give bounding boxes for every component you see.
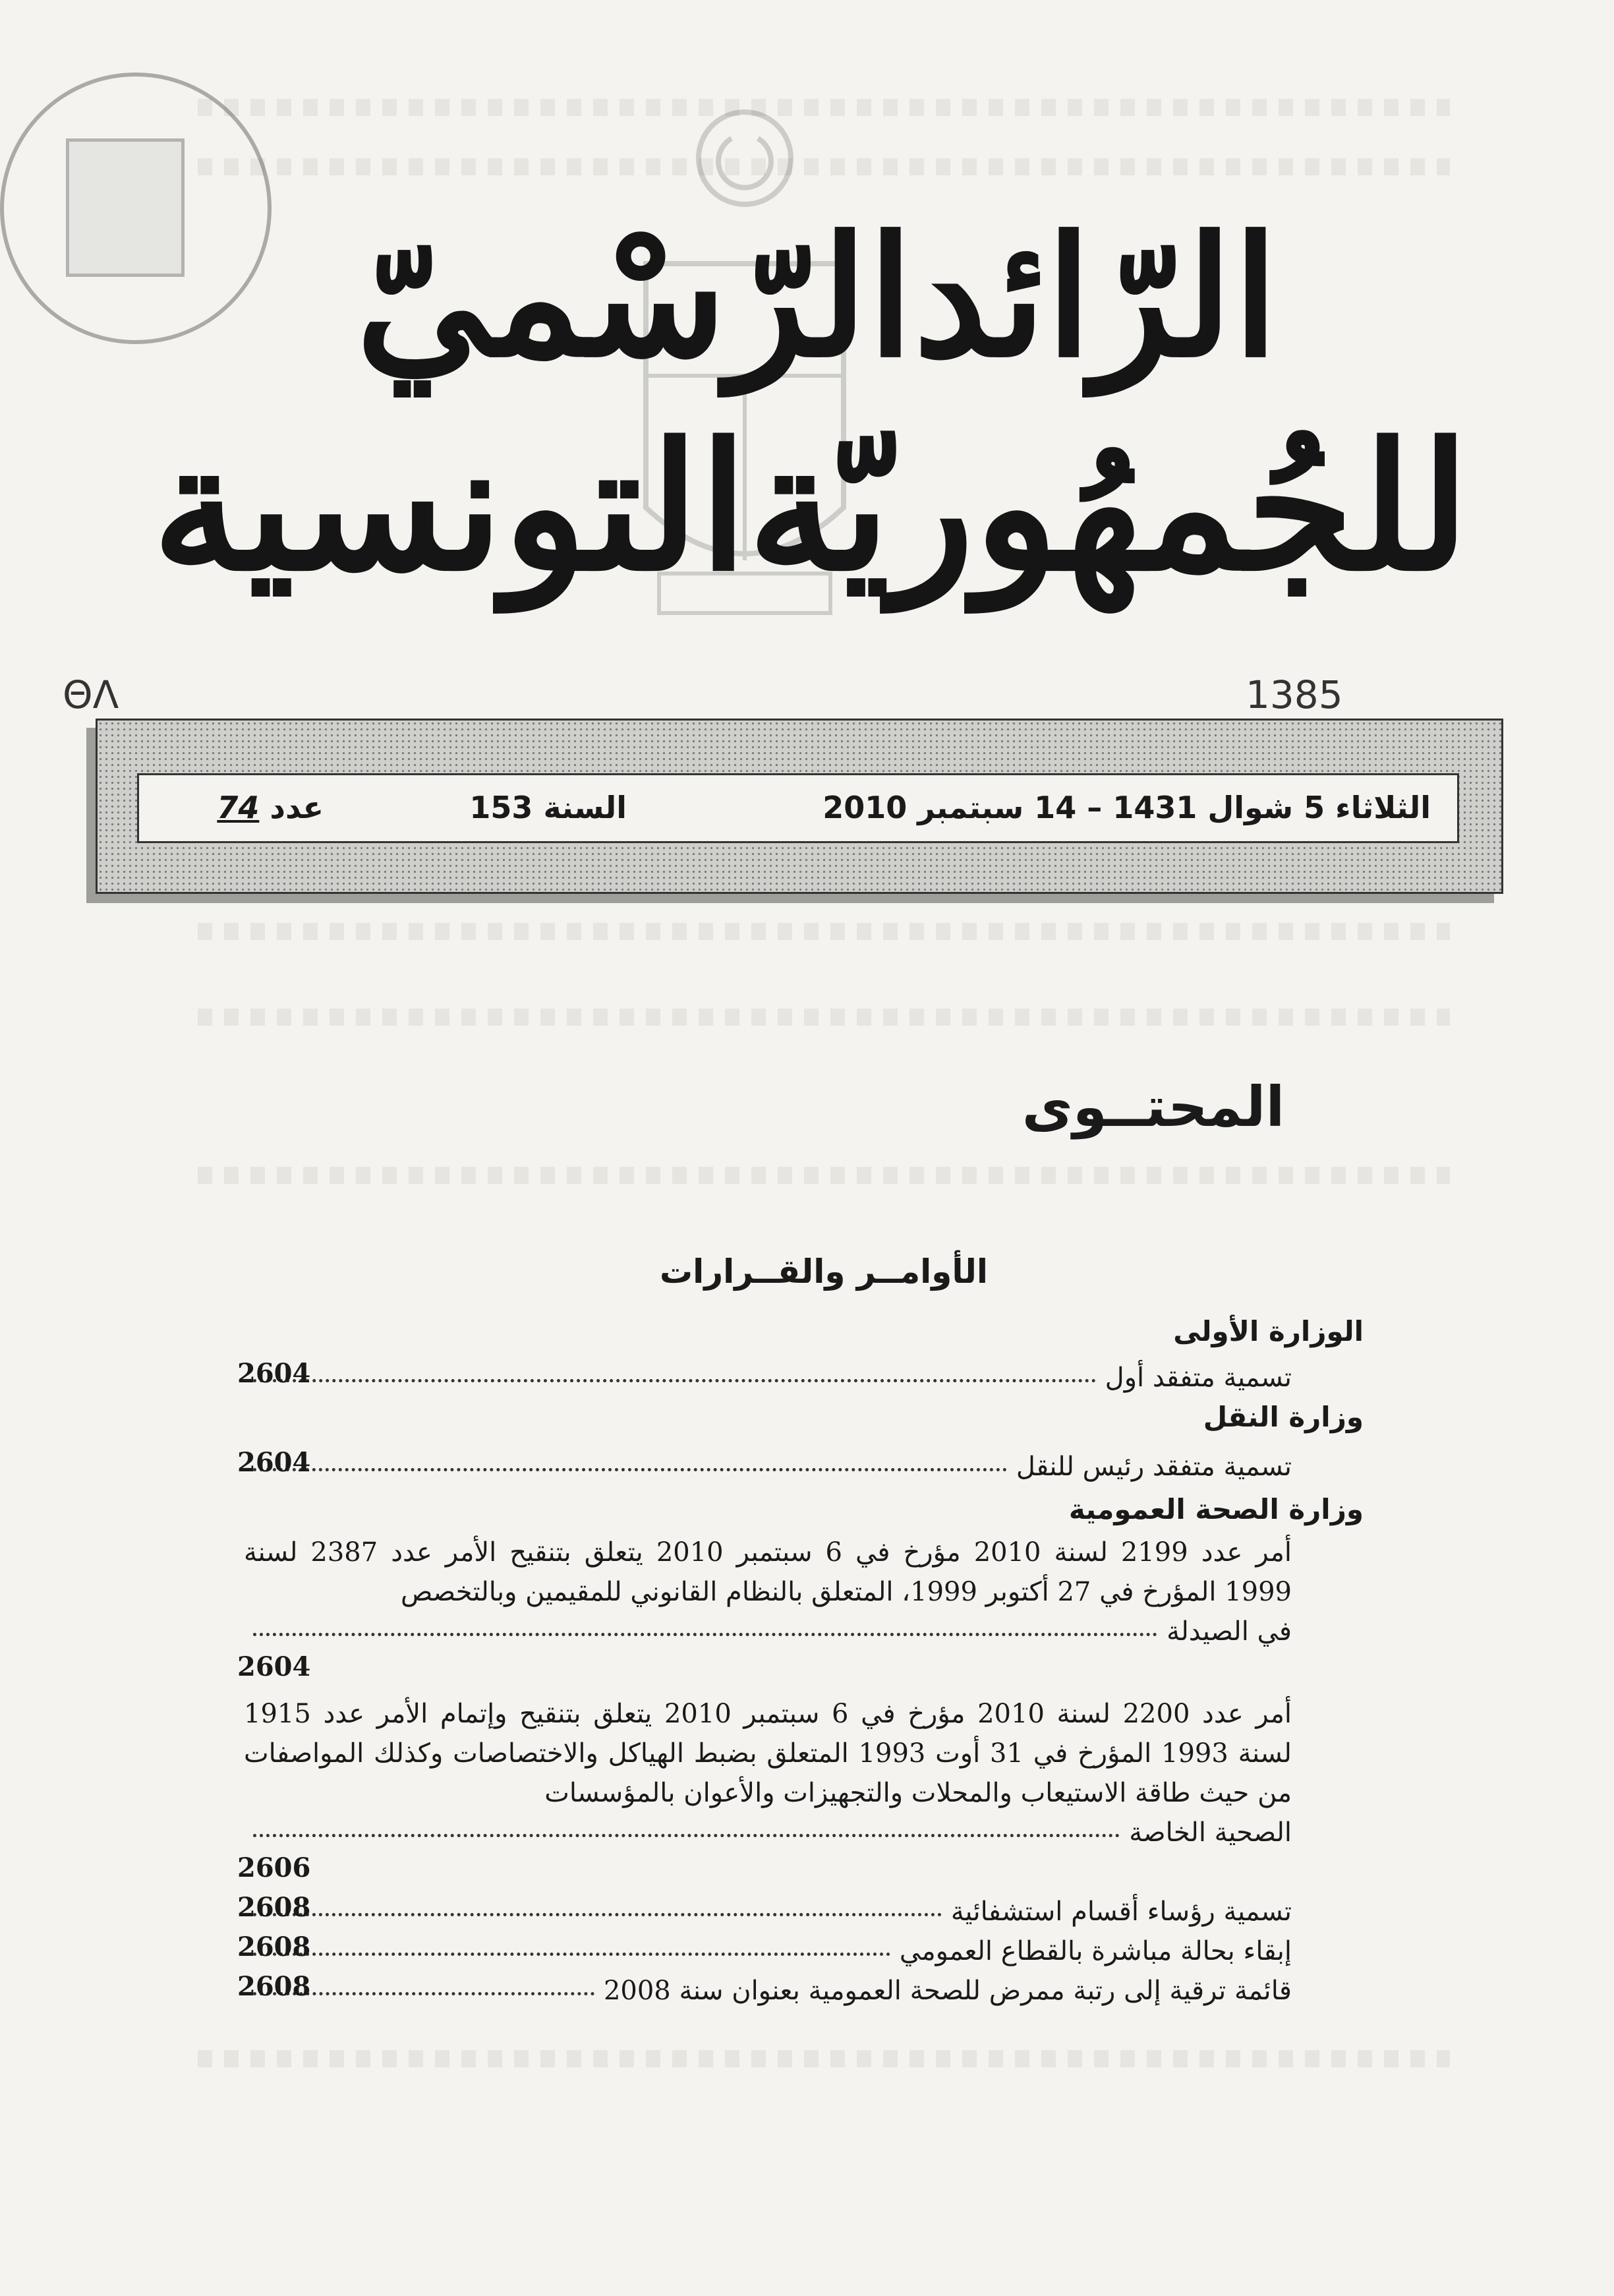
bleed-through-line <box>198 2050 1450 2067</box>
toc-entry-text: قائمة ترقية إلى رتبة ممرض للصحة العمومية بعنوان سنة 2008 <box>603 1976 1292 2006</box>
toc-entry-text: إبقاء بحالة مباشرة بالقطاع العمومي <box>899 1936 1292 1966</box>
toc-page-number: 2604 <box>237 1651 311 1682</box>
gazette-title-line1: الرّائدالرّسْميّ <box>356 200 1279 394</box>
toc-entry-text: تسمية رؤساء أقسام استشفائية <box>950 1897 1292 1927</box>
toc-page-number: 2608 <box>237 1971 311 2002</box>
toc-entry[interactable] <box>244 1358 1292 1398</box>
toc-page-number: 2608 <box>237 1892 311 1923</box>
issue-label: عدد <box>270 790 324 825</box>
dot-leader <box>253 1912 942 1916</box>
toc-entry[interactable] <box>244 1447 1292 1487</box>
toc-entry-text: أمر عدد 2200 لسنة 2010 مؤرخ في 6 سبتمبر 2010 يتعلق بتنقيح وإتمام الأمر عدد 1915 لسنة 1993 المؤرخ في 31 أوت 1993 المتعلق بضبط الهياكل والاختصاصات وكذلك المواصفات من حيث طاقة الاستيعاب والمحلات والتجهيزات والأعوان بالمؤسسات <box>244 1699 1292 1808</box>
contents-title: المحتــوى <box>1022 1074 1285 1139</box>
toc-entry-text: تسمية متفقد أول <box>1105 1363 1292 1393</box>
toc-entry[interactable] <box>244 1892 1292 1931</box>
issue-info-box <box>137 773 1459 843</box>
dot-leader <box>253 1467 1007 1471</box>
ministry-heading: وزارة النقل <box>1203 1401 1364 1433</box>
issue-number: 74 <box>217 790 260 825</box>
issue-date: الثلاثاء 5 شوال 1431 – 14 سبتمبر 2010 <box>822 790 1431 825</box>
toc-page-number: 2604 <box>237 1447 311 1478</box>
toc-entry[interactable] <box>244 1694 1292 1852</box>
toc-entry-last-line: في الصيدلة <box>1167 1616 1292 1647</box>
dot-leader <box>253 1952 890 1956</box>
dot-leader <box>253 1378 1096 1382</box>
ministry-heading: وزارة الصحة العمومية <box>1068 1493 1364 1525</box>
toc-page-number: 2604 <box>237 1358 311 1389</box>
issue-number-block <box>217 790 324 825</box>
toc-entry[interactable] <box>244 1931 1292 1971</box>
toc-page-number: 2608 <box>237 1931 311 1962</box>
toc-entry-last-line: الصحية الخاصة <box>1129 1817 1292 1848</box>
toc-entry-text: تسمية متفقد رئيس للنقل <box>1016 1452 1292 1482</box>
dot-leader <box>253 1833 1120 1837</box>
handwritten-mark: ΘΛ <box>63 672 119 717</box>
dot-leader <box>253 1632 1157 1636</box>
gazette-title-line2: للجُمهُوريّةالتونسية <box>152 405 1470 610</box>
handwritten-number: 1385 <box>1246 672 1343 717</box>
ministry-heading: الوزارة الأولى <box>1173 1315 1364 1347</box>
toc-entry[interactable] <box>244 1533 1292 1651</box>
bleed-through-line <box>198 1167 1450 1184</box>
toc-entry-text: أمر عدد 2199 لسنة 2010 مؤرخ في 6 سبتمبر 2010 يتعلق بتنقيح الأمر عدد 2387 لسنة 1999 المؤرخ في 27 أكتوبر 1999، المتعلق بالنظام القانوني للمقيمين وبالتخصص <box>244 1537 1292 1607</box>
toc-page-number: 2606 <box>237 1852 311 1883</box>
issue-banner <box>96 719 1503 894</box>
section-title: الأوامــر والقــرارات <box>659 1252 989 1291</box>
issue-year: السنة 153 <box>469 790 627 825</box>
bleed-through-line <box>198 923 1450 940</box>
toc-entry[interactable] <box>244 1971 1292 2011</box>
bleed-through-line <box>198 1009 1450 1026</box>
